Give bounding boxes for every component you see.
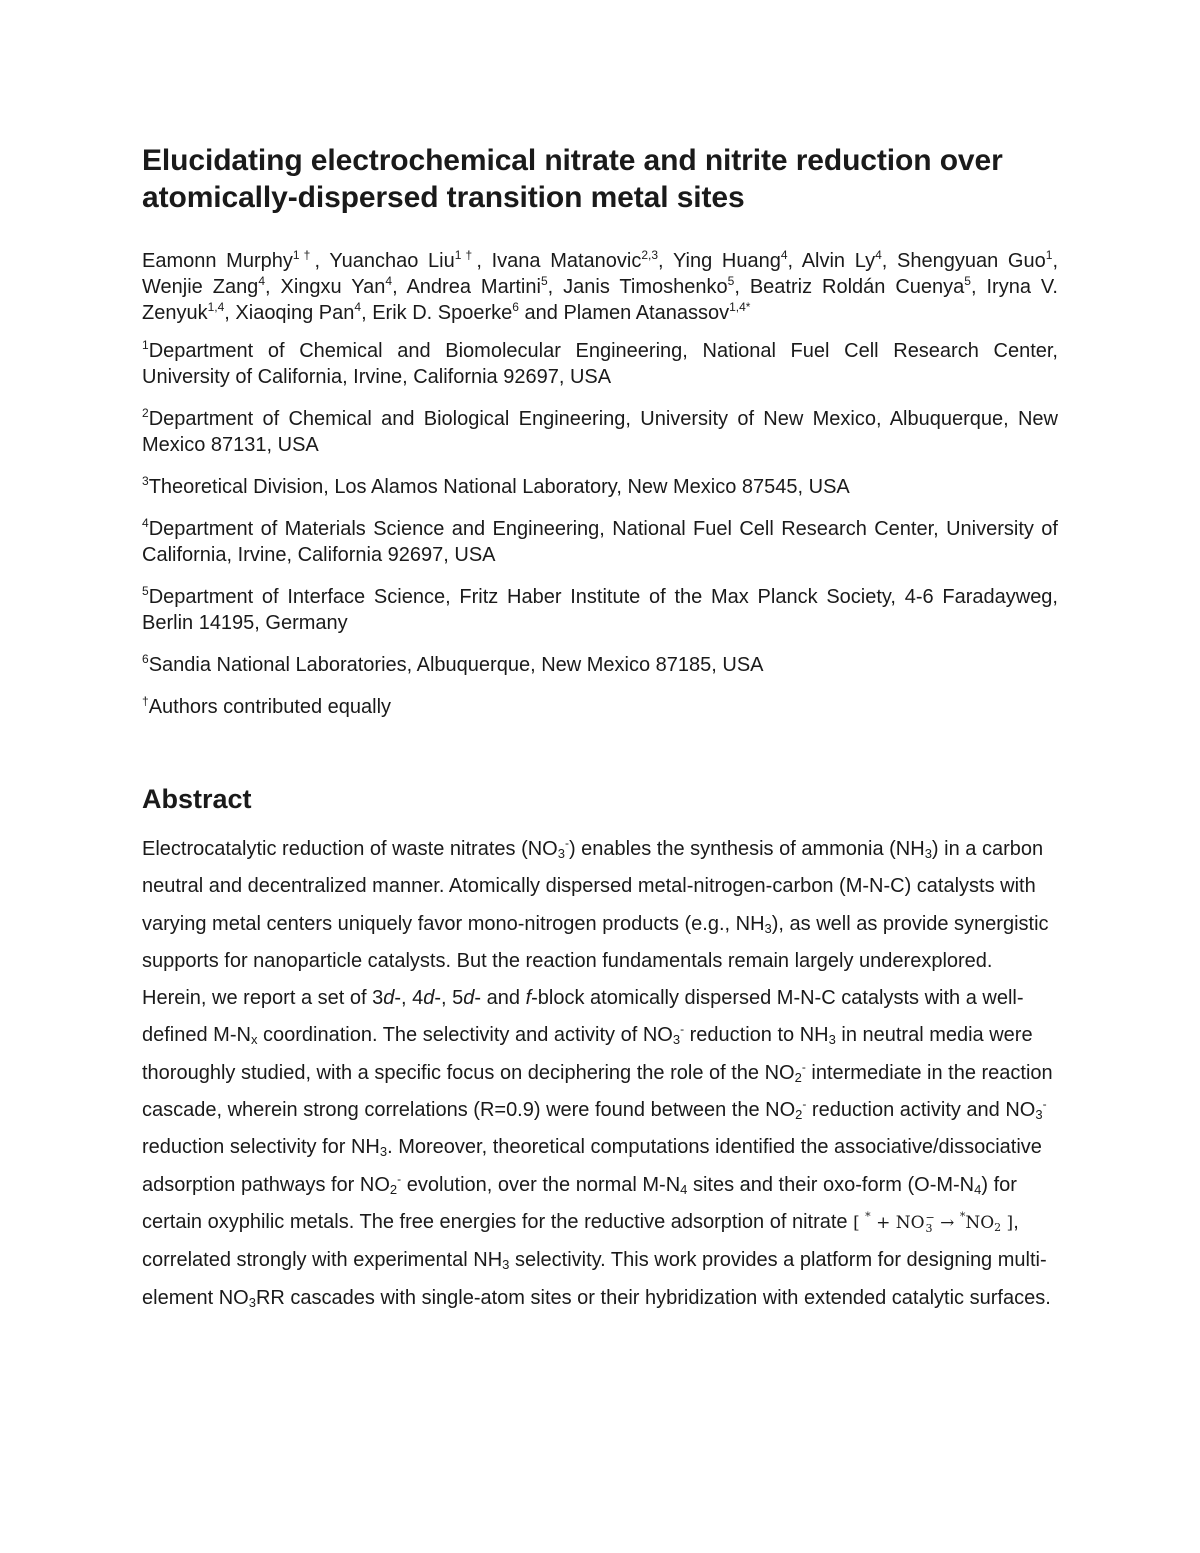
author-affiliation-mark: 1†: [292, 248, 315, 262]
equation-reactant: + NO: [870, 1212, 925, 1233]
affiliation: [142, 338, 1058, 390]
author-name: Andrea Martini: [406, 276, 541, 298]
abstract-text: ), as well as provide synergistic supports for nanoparticle catalysts. But the reaction fundamentals remain largely underexplored. Herein, we report a set of 3: [142, 912, 1049, 1010]
chemical-subscript: 2: [794, 1069, 802, 1085]
equation-subscript: 3: [925, 1222, 933, 1236]
chemical-subscript: 3: [672, 1032, 681, 1048]
abstract-heading: Abstract: [142, 784, 252, 814]
orbital-italic: d: [383, 987, 395, 1010]
abstract-text: Electrocatalytic reduction of waste nitrates (NO: [142, 838, 558, 860]
affiliation: [142, 474, 1058, 500]
affiliation-text: Authors contributed equally: [148, 696, 392, 718]
abstract-text: -block atomically dispersed M-N-C catalysts with a well-defined M-N: [142, 987, 1024, 1047]
chemical-subscript: 3: [248, 1294, 256, 1310]
paper-page: [142, 142, 1058, 1317]
affiliation-list: [142, 338, 1058, 720]
equation-arrow: →: [934, 1212, 960, 1233]
author-name: Ying Huang: [672, 250, 781, 272]
abstract-text: intermediate in the reaction cascade, wherein strong correlations (R=0.9) were found between the NO: [142, 1061, 1053, 1122]
abstract-text: sites and their oxo-form (O-M-N: [687, 1173, 975, 1196]
author-affiliation-mark: 6: [512, 300, 519, 314]
abstract-text: RR cascades with single-atom sites or their hybridization with extended catalytic surfaces.: [255, 1286, 1051, 1309]
affiliation-mark: 6: [142, 652, 149, 666]
author-name: Wenjie Zang: [142, 276, 259, 298]
abstract-text: -, 4: [394, 987, 424, 1010]
abstract-body: [142, 831, 1058, 1317]
equation-close-bracket: ]: [1001, 1212, 1014, 1233]
chemical-subscript: 3: [557, 846, 565, 861]
author-affiliation-mark: 1,4*: [729, 300, 751, 314]
orbital-italic: d: [463, 987, 475, 1010]
affiliation-text: Department of Materials Science and Engineering, National Fuel Cell Research Center, University of California, Irvine, California 92697, USA: [142, 518, 1058, 566]
chemical-subscript: 2: [389, 1181, 398, 1197]
affiliation-mark: †: [142, 694, 149, 708]
equation-charge: −: [925, 1211, 935, 1225]
charge-superscript: -: [802, 1097, 807, 1112]
affiliation-mark: 3: [142, 474, 149, 488]
author-name: Alvin Ly: [801, 250, 876, 272]
chemical-subscript: 4: [974, 1181, 982, 1197]
author-affiliation-mark: 1: [1045, 248, 1053, 262]
author-name: Xingxu Yan: [280, 276, 386, 298]
abstract-text: ) in a carbon neutral and decentralized manner. Atomically dispersed metal-nitrogen-carbon (M-N-C) catalysts with varying metal centers uniquely favor mono-nitrogen products (e.g., NH: [142, 838, 1044, 935]
abstract-text: selectivity. This work provides a platform for designing multi-element NO: [142, 1249, 1047, 1309]
affiliation-mark: 2: [142, 406, 149, 420]
abstract-text: , correlated strongly with experimental NH: [142, 1210, 1019, 1272]
author-affiliation-mark: 1,4: [207, 300, 225, 314]
affiliation-text: Department of Chemical and Biological Engineering, University of New Mexico, Albuquerque, New Mexico 87131, USA: [142, 408, 1058, 456]
author-affiliation-mark: 4: [354, 300, 362, 314]
affiliation-text: Theoretical Division, Los Alamos National Laboratory, New Mexico 87545, USA: [148, 476, 850, 498]
abstract-text: evolution, over the normal M-N: [401, 1173, 681, 1196]
chemical-subscript: 3: [379, 1144, 388, 1160]
charge-superscript: -: [1042, 1097, 1047, 1112]
author-name: Ivana Matanovic: [491, 250, 642, 272]
affiliation: [142, 584, 1058, 636]
equation-open-bracket: [: [853, 1212, 866, 1233]
affiliation: [142, 652, 1058, 678]
abstract-text: ) for certain oxyphilic metals. The free energies for the reductive adsorption of nitrate: [142, 1173, 1017, 1233]
abstract-text: . Moreover, theoretical computations identified the associative/dissociative adsorption pathways for NO: [142, 1136, 1042, 1196]
chemical-subscript: x: [250, 1032, 258, 1048]
chemical-subscript: 3: [924, 846, 932, 861]
author-name: Iryna V. Zenyuk: [142, 276, 1058, 324]
author-affiliation-mark: 4: [780, 248, 788, 262]
author-affiliation-mark: 2,3: [641, 248, 659, 262]
nitrate-adsorption-equation: [853, 1209, 1014, 1236]
equation-charge-stack: [926, 1212, 935, 1234]
chemical-subscript: 3: [1035, 1107, 1043, 1123]
affiliation: [142, 406, 1058, 458]
abstract-text: reduction selectivity for NH: [142, 1136, 380, 1159]
charge-superscript: -: [564, 836, 569, 850]
orbital-italic: d: [423, 987, 435, 1010]
equation-product: NO: [965, 1212, 995, 1233]
affiliation: [142, 694, 1058, 720]
author-affiliation-mark: 4: [258, 274, 265, 288]
orbital-italic: f: [525, 987, 532, 1010]
chemical-subscript: 3: [828, 1032, 836, 1048]
chemical-subscript: 3: [502, 1257, 510, 1273]
author-name: Yuanchao Liu: [329, 250, 455, 272]
affiliation-text: Department of Chemical and Biomolecular Engineering, National Fuel Cell Research Center, University of California, Irvine, California 92697, USA: [142, 340, 1058, 388]
affiliation-mark: 1: [142, 338, 149, 352]
author-name: Shengyuan Guo: [897, 250, 1046, 272]
abstract-text: - and: [474, 987, 526, 1010]
abstract-text: -, 5: [434, 987, 464, 1010]
affiliation-text: Department of Interface Science, Fritz Haber Institute of the Max Planck Society, 4-6 Faradayweg, Berlin 14195, Germany: [142, 586, 1058, 634]
affiliation-text: Sandia National Laboratories, Albuquerque, New Mexico 87185, USA: [148, 654, 764, 676]
affiliation-mark: 5: [142, 584, 149, 598]
charge-superscript: -: [801, 1059, 806, 1074]
author-affiliation-mark: 1†: [454, 248, 477, 262]
affiliation: [142, 516, 1058, 568]
equation-star: *: [865, 1209, 871, 1223]
author-name: Xiaoqing Pan: [235, 302, 355, 324]
chemical-subscript: 3: [764, 920, 772, 936]
author-name: Eamonn Murphy: [142, 250, 293, 272]
author-name: Plamen Atanassov: [563, 302, 730, 324]
author-affiliation-mark: 5: [727, 274, 735, 288]
chemical-subscript: 2: [795, 1107, 803, 1123]
equation-star: *: [959, 1209, 966, 1223]
abstract-text: reduction activity and NO: [806, 1099, 1036, 1122]
abstract-text: in neutral media were thoroughly studied, with a specific focus on deciphering the role of the NO: [142, 1024, 1033, 1084]
author-name: Erik D. Spoerke: [372, 302, 513, 324]
abstract-text: coordination. The selectivity and activity of NO: [257, 1024, 673, 1047]
charge-superscript: -: [397, 1171, 402, 1186]
author-affiliation-mark: 5: [540, 274, 548, 288]
chemical-subscript: 4: [680, 1181, 688, 1197]
author-name: Beatriz Roldán Cuenya: [749, 276, 965, 298]
affiliation-mark: 4: [142, 516, 149, 530]
author-affiliation-mark: 5: [964, 274, 971, 288]
author-name: Janis Timoshenko: [563, 276, 728, 298]
equation-subscript: 2: [994, 1220, 1002, 1234]
author-affiliation-mark: 4: [385, 274, 393, 288]
author-affiliation-mark: 4: [875, 248, 882, 262]
paper-title: Elucidating electrochemical nitrate and nitrite reduction over atomically-dispersed transition metal sites: [142, 144, 1003, 214]
abstract-text: reduction to NH: [684, 1024, 829, 1047]
author-list: Eamonn Murphy$^{1\dagger}$, Yuanchao Liu$^{1\dagger}$, Ivana Matanovic$^{2,3}$, Ying Huang$^4$, Alvin Ly$^4$, Shengyuan Guo$^1$, Wenjie Zang$^4$, Xingxu Yan$^4$, Andrea Martini$^5$, Janis Timoshenko$^5$, Beatriz Roldán Cuenya$^5$, Iryna V. Zenyuk$^{1,4}$, Xiaoqing Pan$^4$, Erik D. Spoerke$^6$ and Plamen Atanassov$^{1,4*}$: [142, 248, 1058, 324]
abstract-text: ) enables the synthesis of ammonia (NH: [568, 838, 925, 860]
charge-superscript: -: [680, 1022, 685, 1037]
